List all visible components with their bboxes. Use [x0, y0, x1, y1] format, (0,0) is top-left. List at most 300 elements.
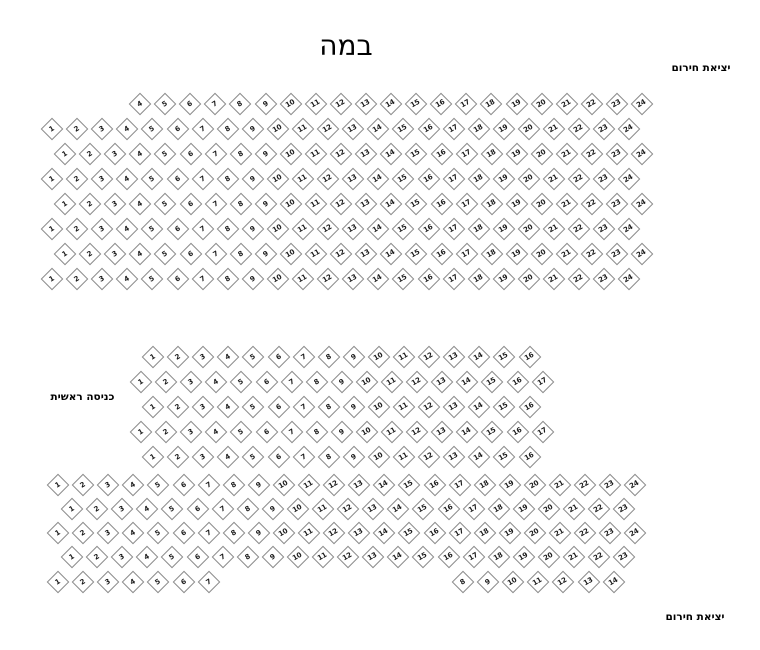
- seat[interactable]: [91, 268, 114, 291]
- seat[interactable]: [568, 268, 591, 291]
- seat[interactable]: [531, 371, 554, 394]
- seat[interactable]: [618, 268, 641, 291]
- seat[interactable]: [493, 396, 516, 419]
- seat[interactable]: [392, 168, 415, 191]
- seat[interactable]: [47, 474, 70, 497]
- seat[interactable]: [136, 546, 159, 569]
- seat[interactable]: [72, 571, 95, 594]
- seat[interactable]: [368, 346, 391, 369]
- seat[interactable]: [280, 143, 303, 166]
- seat[interactable]: [518, 168, 541, 191]
- seat[interactable]: [417, 118, 440, 141]
- seat[interactable]: [180, 421, 203, 444]
- seat[interactable]: [456, 371, 479, 394]
- seat[interactable]: [588, 546, 611, 569]
- seat[interactable]: [524, 474, 547, 497]
- seat[interactable]: [254, 93, 277, 116]
- seat[interactable]: [136, 498, 159, 521]
- seat[interactable]: [292, 268, 315, 291]
- seat[interactable]: [342, 346, 365, 369]
- seat[interactable]: [380, 93, 403, 116]
- seat[interactable]: [543, 168, 566, 191]
- seat[interactable]: [292, 118, 315, 141]
- seat[interactable]: [442, 218, 465, 241]
- seat[interactable]: [267, 168, 290, 191]
- seat[interactable]: [430, 143, 453, 166]
- seat[interactable]: [72, 522, 95, 545]
- seat[interactable]: [337, 498, 360, 521]
- seat[interactable]: [342, 396, 365, 419]
- seat[interactable]: [456, 421, 479, 444]
- seat[interactable]: [477, 571, 500, 594]
- seat[interactable]: [191, 168, 214, 191]
- seat[interactable]: [116, 218, 139, 241]
- seat[interactable]: [267, 446, 290, 469]
- seat[interactable]: [154, 93, 177, 116]
- seat[interactable]: [480, 243, 503, 266]
- seat[interactable]: [216, 268, 239, 291]
- seat[interactable]: [267, 118, 290, 141]
- seat[interactable]: [222, 522, 245, 545]
- seat[interactable]: [267, 346, 290, 369]
- seat[interactable]: [574, 474, 597, 497]
- seat[interactable]: [292, 168, 315, 191]
- seat[interactable]: [317, 168, 340, 191]
- seat[interactable]: [505, 193, 528, 216]
- seat[interactable]: [167, 446, 190, 469]
- seat[interactable]: [111, 546, 134, 569]
- seat[interactable]: [167, 396, 190, 419]
- seat[interactable]: [367, 218, 390, 241]
- seat[interactable]: [602, 571, 625, 594]
- seat[interactable]: [330, 243, 353, 266]
- seat[interactable]: [506, 371, 529, 394]
- seat[interactable]: [430, 243, 453, 266]
- seat[interactable]: [54, 243, 77, 266]
- seat[interactable]: [342, 218, 365, 241]
- seat[interactable]: [613, 546, 636, 569]
- seat[interactable]: [498, 474, 521, 497]
- seat[interactable]: [568, 118, 591, 141]
- seat[interactable]: [555, 93, 578, 116]
- seat[interactable]: [141, 268, 164, 291]
- seat[interactable]: [154, 143, 177, 166]
- seat[interactable]: [273, 474, 296, 497]
- seat[interactable]: [381, 421, 404, 444]
- seat[interactable]: [47, 571, 70, 594]
- seat[interactable]: [606, 143, 629, 166]
- seat[interactable]: [216, 168, 239, 191]
- seat[interactable]: [41, 268, 64, 291]
- seat[interactable]: [531, 143, 554, 166]
- seat[interactable]: [197, 571, 220, 594]
- seat[interactable]: [255, 371, 278, 394]
- seat[interactable]: [191, 268, 214, 291]
- seat[interactable]: [531, 243, 554, 266]
- seat[interactable]: [211, 498, 234, 521]
- seat[interactable]: [405, 93, 428, 116]
- seat[interactable]: [455, 143, 478, 166]
- seat[interactable]: [254, 143, 277, 166]
- seat[interactable]: [167, 346, 190, 369]
- seat[interactable]: [468, 396, 491, 419]
- seat[interactable]: [122, 522, 145, 545]
- seat[interactable]: [141, 218, 164, 241]
- seat[interactable]: [204, 143, 227, 166]
- seat[interactable]: [443, 396, 466, 419]
- seat[interactable]: [337, 546, 360, 569]
- seat[interactable]: [549, 522, 572, 545]
- seat[interactable]: [418, 396, 441, 419]
- seat[interactable]: [563, 498, 586, 521]
- seat[interactable]: [527, 571, 550, 594]
- seat[interactable]: [241, 268, 264, 291]
- seat[interactable]: [462, 546, 485, 569]
- seat[interactable]: [624, 522, 647, 545]
- seat[interactable]: [204, 93, 227, 116]
- seat[interactable]: [292, 446, 315, 469]
- seat[interactable]: [330, 421, 353, 444]
- seat[interactable]: [154, 193, 177, 216]
- seat[interactable]: [448, 474, 471, 497]
- seat[interactable]: [418, 346, 441, 369]
- seat[interactable]: [531, 421, 554, 444]
- seat[interactable]: [66, 218, 89, 241]
- seat[interactable]: [172, 522, 195, 545]
- seat[interactable]: [355, 143, 378, 166]
- seat[interactable]: [348, 474, 371, 497]
- seat[interactable]: [330, 143, 353, 166]
- seat[interactable]: [552, 571, 575, 594]
- seat[interactable]: [229, 93, 252, 116]
- seat[interactable]: [543, 268, 566, 291]
- seat[interactable]: [305, 371, 328, 394]
- seat[interactable]: [172, 571, 195, 594]
- seat[interactable]: [229, 143, 252, 166]
- seat[interactable]: [267, 268, 290, 291]
- seat[interactable]: [61, 546, 84, 569]
- seat[interactable]: [104, 243, 127, 266]
- seat[interactable]: [506, 421, 529, 444]
- seat[interactable]: [493, 446, 516, 469]
- seat[interactable]: [473, 474, 496, 497]
- seat[interactable]: [480, 193, 503, 216]
- seat[interactable]: [317, 118, 340, 141]
- seat[interactable]: [317, 346, 340, 369]
- seat[interactable]: [367, 168, 390, 191]
- seat[interactable]: [47, 522, 70, 545]
- seat[interactable]: [280, 243, 303, 266]
- seat[interactable]: [323, 474, 346, 497]
- seat[interactable]: [455, 243, 478, 266]
- seat[interactable]: [624, 474, 647, 497]
- seat[interactable]: [362, 498, 385, 521]
- seat[interactable]: [161, 498, 184, 521]
- seat[interactable]: [330, 371, 353, 394]
- seat[interactable]: [563, 546, 586, 569]
- seat[interactable]: [448, 522, 471, 545]
- seat[interactable]: [229, 243, 252, 266]
- seat[interactable]: [192, 446, 215, 469]
- seat[interactable]: [417, 168, 440, 191]
- seat[interactable]: [398, 522, 421, 545]
- seat[interactable]: [406, 421, 429, 444]
- seat[interactable]: [380, 143, 403, 166]
- seat[interactable]: [179, 193, 202, 216]
- seat[interactable]: [191, 218, 214, 241]
- seat[interactable]: [305, 193, 328, 216]
- seat[interactable]: [116, 118, 139, 141]
- seat[interactable]: [430, 193, 453, 216]
- seat[interactable]: [538, 498, 561, 521]
- seat[interactable]: [442, 118, 465, 141]
- seat[interactable]: [631, 93, 654, 116]
- seat[interactable]: [142, 446, 165, 469]
- seat[interactable]: [392, 218, 415, 241]
- seat[interactable]: [468, 346, 491, 369]
- seat[interactable]: [179, 143, 202, 166]
- seat[interactable]: [317, 396, 340, 419]
- seat[interactable]: [79, 243, 102, 266]
- seat[interactable]: [122, 474, 145, 497]
- seat[interactable]: [367, 268, 390, 291]
- seat[interactable]: [142, 346, 165, 369]
- seat[interactable]: [147, 522, 170, 545]
- seat[interactable]: [518, 268, 541, 291]
- seat[interactable]: [329, 93, 352, 116]
- seat[interactable]: [342, 118, 365, 141]
- seat[interactable]: [599, 474, 622, 497]
- seat[interactable]: [166, 118, 189, 141]
- seat[interactable]: [312, 546, 335, 569]
- seat[interactable]: [154, 243, 177, 266]
- seat[interactable]: [129, 93, 152, 116]
- seat[interactable]: [241, 118, 264, 141]
- seat[interactable]: [261, 498, 284, 521]
- seat[interactable]: [236, 498, 259, 521]
- seat[interactable]: [104, 143, 127, 166]
- seat[interactable]: [556, 243, 579, 266]
- seat[interactable]: [473, 522, 496, 545]
- seat[interactable]: [418, 446, 441, 469]
- seat[interactable]: [192, 346, 215, 369]
- seat[interactable]: [216, 118, 239, 141]
- seat[interactable]: [54, 193, 77, 216]
- seat[interactable]: [298, 474, 321, 497]
- seat[interactable]: [280, 421, 303, 444]
- seat[interactable]: [606, 193, 629, 216]
- seat[interactable]: [480, 143, 503, 166]
- seat[interactable]: [97, 571, 120, 594]
- seat[interactable]: [412, 546, 435, 569]
- seat[interactable]: [287, 546, 310, 569]
- seat[interactable]: [236, 546, 259, 569]
- seat[interactable]: [348, 522, 371, 545]
- seat[interactable]: [111, 498, 134, 521]
- seat[interactable]: [355, 243, 378, 266]
- seat[interactable]: [455, 193, 478, 216]
- seat[interactable]: [631, 243, 654, 266]
- seat[interactable]: [197, 522, 220, 545]
- seat[interactable]: [467, 268, 490, 291]
- seat[interactable]: [147, 571, 170, 594]
- seat[interactable]: [524, 522, 547, 545]
- seat[interactable]: [292, 218, 315, 241]
- seat[interactable]: [247, 522, 270, 545]
- seat[interactable]: [588, 498, 611, 521]
- seat[interactable]: [442, 268, 465, 291]
- seat[interactable]: [393, 346, 416, 369]
- seat[interactable]: [423, 474, 446, 497]
- seat[interactable]: [216, 218, 239, 241]
- seat[interactable]: [492, 218, 515, 241]
- seat[interactable]: [613, 498, 636, 521]
- seat[interactable]: [618, 168, 641, 191]
- seat[interactable]: [205, 371, 228, 394]
- seat[interactable]: [242, 396, 265, 419]
- seat[interactable]: [155, 421, 178, 444]
- seat[interactable]: [222, 474, 245, 497]
- seat[interactable]: [280, 371, 303, 394]
- seat[interactable]: [492, 118, 515, 141]
- seat[interactable]: [593, 118, 616, 141]
- seat[interactable]: [498, 522, 521, 545]
- seat[interactable]: [405, 143, 428, 166]
- seat[interactable]: [443, 446, 466, 469]
- seat[interactable]: [362, 546, 385, 569]
- seat[interactable]: [229, 193, 252, 216]
- seat[interactable]: [242, 446, 265, 469]
- seat[interactable]: [381, 371, 404, 394]
- seat[interactable]: [530, 93, 553, 116]
- seat[interactable]: [577, 571, 600, 594]
- seat[interactable]: [141, 168, 164, 191]
- seat[interactable]: [355, 93, 378, 116]
- seat[interactable]: [593, 268, 616, 291]
- seat[interactable]: [273, 522, 296, 545]
- seat[interactable]: [342, 168, 365, 191]
- seat[interactable]: [373, 474, 396, 497]
- seat[interactable]: [487, 546, 510, 569]
- seat[interactable]: [618, 118, 641, 141]
- seat[interactable]: [502, 571, 525, 594]
- seat[interactable]: [481, 371, 504, 394]
- seat[interactable]: [462, 498, 485, 521]
- seat[interactable]: [279, 93, 302, 116]
- seat[interactable]: [342, 268, 365, 291]
- seat[interactable]: [41, 218, 64, 241]
- seat[interactable]: [512, 498, 535, 521]
- seat[interactable]: [368, 396, 391, 419]
- seat[interactable]: [129, 243, 152, 266]
- seat[interactable]: [292, 346, 315, 369]
- seat[interactable]: [86, 546, 109, 569]
- seat[interactable]: [91, 118, 114, 141]
- seat[interactable]: [368, 446, 391, 469]
- seat[interactable]: [79, 193, 102, 216]
- seat[interactable]: [166, 168, 189, 191]
- seat[interactable]: [267, 218, 290, 241]
- seat[interactable]: [380, 193, 403, 216]
- seat[interactable]: [191, 118, 214, 141]
- seat[interactable]: [405, 193, 428, 216]
- seat[interactable]: [531, 193, 554, 216]
- seat[interactable]: [166, 218, 189, 241]
- seat[interactable]: [442, 168, 465, 191]
- seat[interactable]: [180, 371, 203, 394]
- seat[interactable]: [467, 168, 490, 191]
- seat[interactable]: [412, 498, 435, 521]
- seat[interactable]: [387, 546, 410, 569]
- seat[interactable]: [205, 421, 228, 444]
- seat[interactable]: [437, 498, 460, 521]
- seat[interactable]: [317, 268, 340, 291]
- seat[interactable]: [242, 346, 265, 369]
- seat[interactable]: [405, 243, 428, 266]
- seat[interactable]: [487, 498, 510, 521]
- seat[interactable]: [443, 346, 466, 369]
- seat[interactable]: [373, 522, 396, 545]
- seat[interactable]: [581, 243, 604, 266]
- seat[interactable]: [122, 571, 145, 594]
- seat[interactable]: [518, 218, 541, 241]
- seat[interactable]: [104, 193, 127, 216]
- seat[interactable]: [61, 498, 84, 521]
- seat[interactable]: [417, 218, 440, 241]
- seat[interactable]: [480, 93, 503, 116]
- seat[interactable]: [393, 446, 416, 469]
- seat[interactable]: [204, 193, 227, 216]
- seat[interactable]: [556, 143, 579, 166]
- seat[interactable]: [631, 143, 654, 166]
- seat[interactable]: [512, 546, 535, 569]
- seat[interactable]: [91, 168, 114, 191]
- seat[interactable]: [116, 168, 139, 191]
- seat[interactable]: [197, 474, 220, 497]
- seat[interactable]: [247, 474, 270, 497]
- seat[interactable]: [129, 143, 152, 166]
- seat[interactable]: [305, 243, 328, 266]
- seat[interactable]: [41, 168, 64, 191]
- seat[interactable]: [574, 522, 597, 545]
- seat[interactable]: [254, 193, 277, 216]
- seat[interactable]: [323, 522, 346, 545]
- seat[interactable]: [356, 421, 379, 444]
- seat[interactable]: [505, 143, 528, 166]
- seat[interactable]: [437, 546, 460, 569]
- seat[interactable]: [518, 446, 541, 469]
- seat[interactable]: [387, 498, 410, 521]
- seat[interactable]: [518, 118, 541, 141]
- seat[interactable]: [41, 118, 64, 141]
- seat[interactable]: [492, 268, 515, 291]
- seat[interactable]: [66, 168, 89, 191]
- seat[interactable]: [304, 93, 327, 116]
- seat[interactable]: [261, 546, 284, 569]
- seat[interactable]: [593, 168, 616, 191]
- seat[interactable]: [380, 243, 403, 266]
- seat[interactable]: [599, 522, 622, 545]
- seat[interactable]: [356, 371, 379, 394]
- seat[interactable]: [518, 396, 541, 419]
- seat[interactable]: [161, 546, 184, 569]
- seat[interactable]: [255, 421, 278, 444]
- seat[interactable]: [142, 396, 165, 419]
- seat[interactable]: [606, 93, 629, 116]
- seat[interactable]: [217, 346, 240, 369]
- seat[interactable]: [317, 218, 340, 241]
- seat[interactable]: [192, 396, 215, 419]
